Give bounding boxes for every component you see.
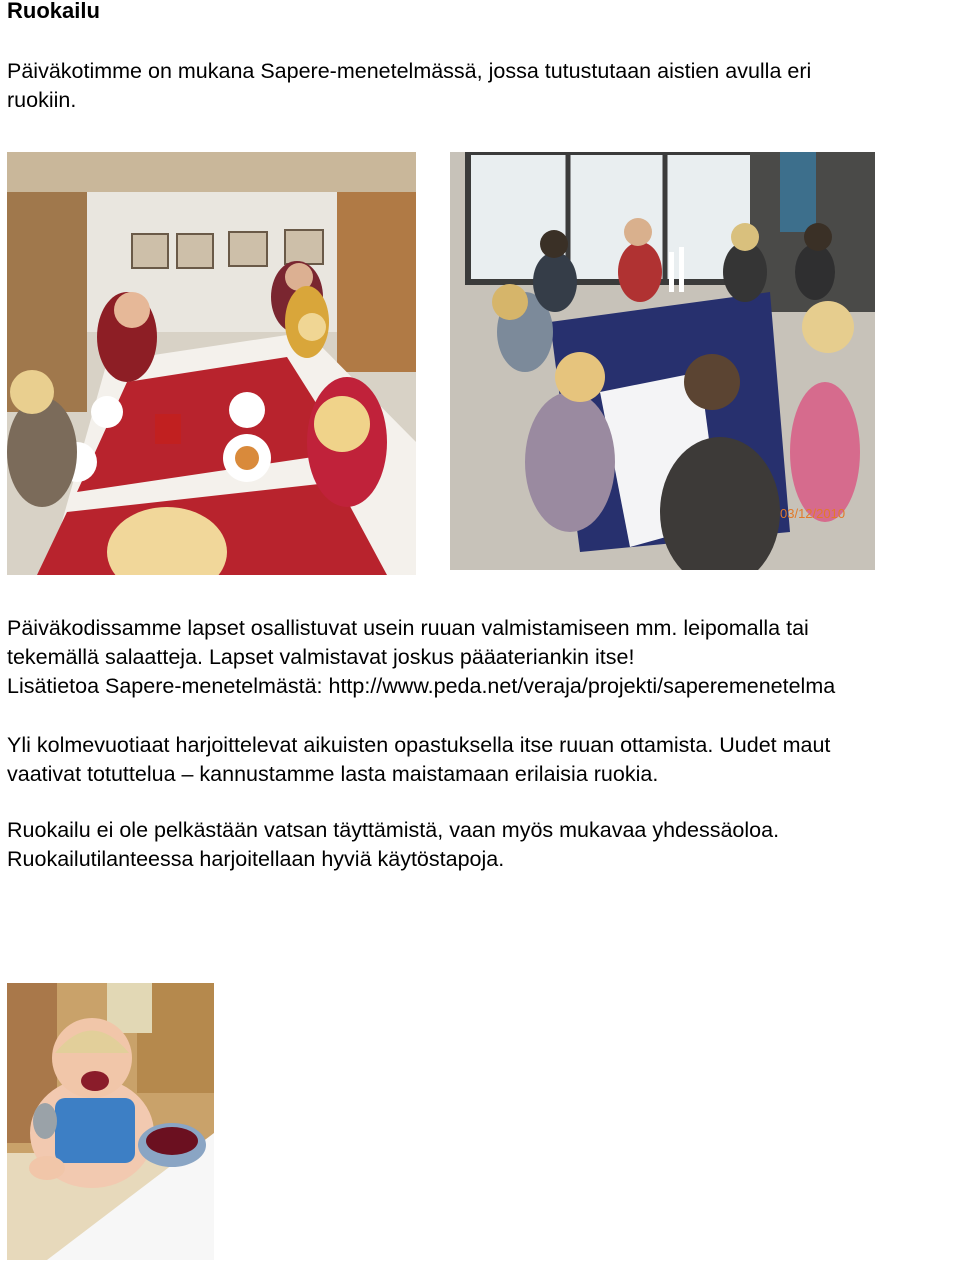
photo-festive-table (450, 152, 875, 570)
intro-line-1: Päiväkotimme on mukana Sapere-menetelmässä, jossa tutustutaan aistien avulla eri (7, 59, 812, 83)
paragraph-cooking (7, 614, 957, 701)
self-serve-line-1: Yli kolmevuotiaat harjoittelevat aikuisten opastuksella itse ruuan ottamista. Uudet maut (7, 733, 831, 757)
self-serve-line-2: vaativat totuttelua – kannustamme lasta maistamaan erilaisia ruokia. (7, 762, 659, 786)
page-title: Ruokailu (7, 0, 100, 23)
photo-dining-room-tables (7, 152, 416, 575)
intro-paragraph (7, 57, 957, 115)
photo-toddler-eating (7, 983, 214, 1260)
intro-line-2: ruokiin. (7, 88, 77, 112)
photo-timestamp: 03/12/2010 (780, 506, 846, 521)
togetherness-line-1: Ruokailu ei ole pelkästään vatsan täyttämistä, vaan myös mukavaa yhdessäoloa. (7, 818, 780, 842)
sapere-info-link[interactable]: Lisätietoa Sapere-menetelmästä: http://www.peda.net/veraja/projekti/saperemenetelma (7, 674, 836, 698)
paragraph-self-serve (7, 731, 957, 789)
paragraph-togetherness (7, 816, 957, 874)
cooking-line-2: tekemällä salaatteja. Lapset valmistavat joskus pääateriankin itse! (7, 645, 635, 669)
cooking-line-1: Päiväkodissamme lapset osallistuvat usein ruuan valmistamiseen mm. leipomalla tai (7, 616, 809, 640)
togetherness-line-2: Ruokailutilanteessa harjoitellaan hyviä käytöstapoja. (7, 847, 505, 871)
